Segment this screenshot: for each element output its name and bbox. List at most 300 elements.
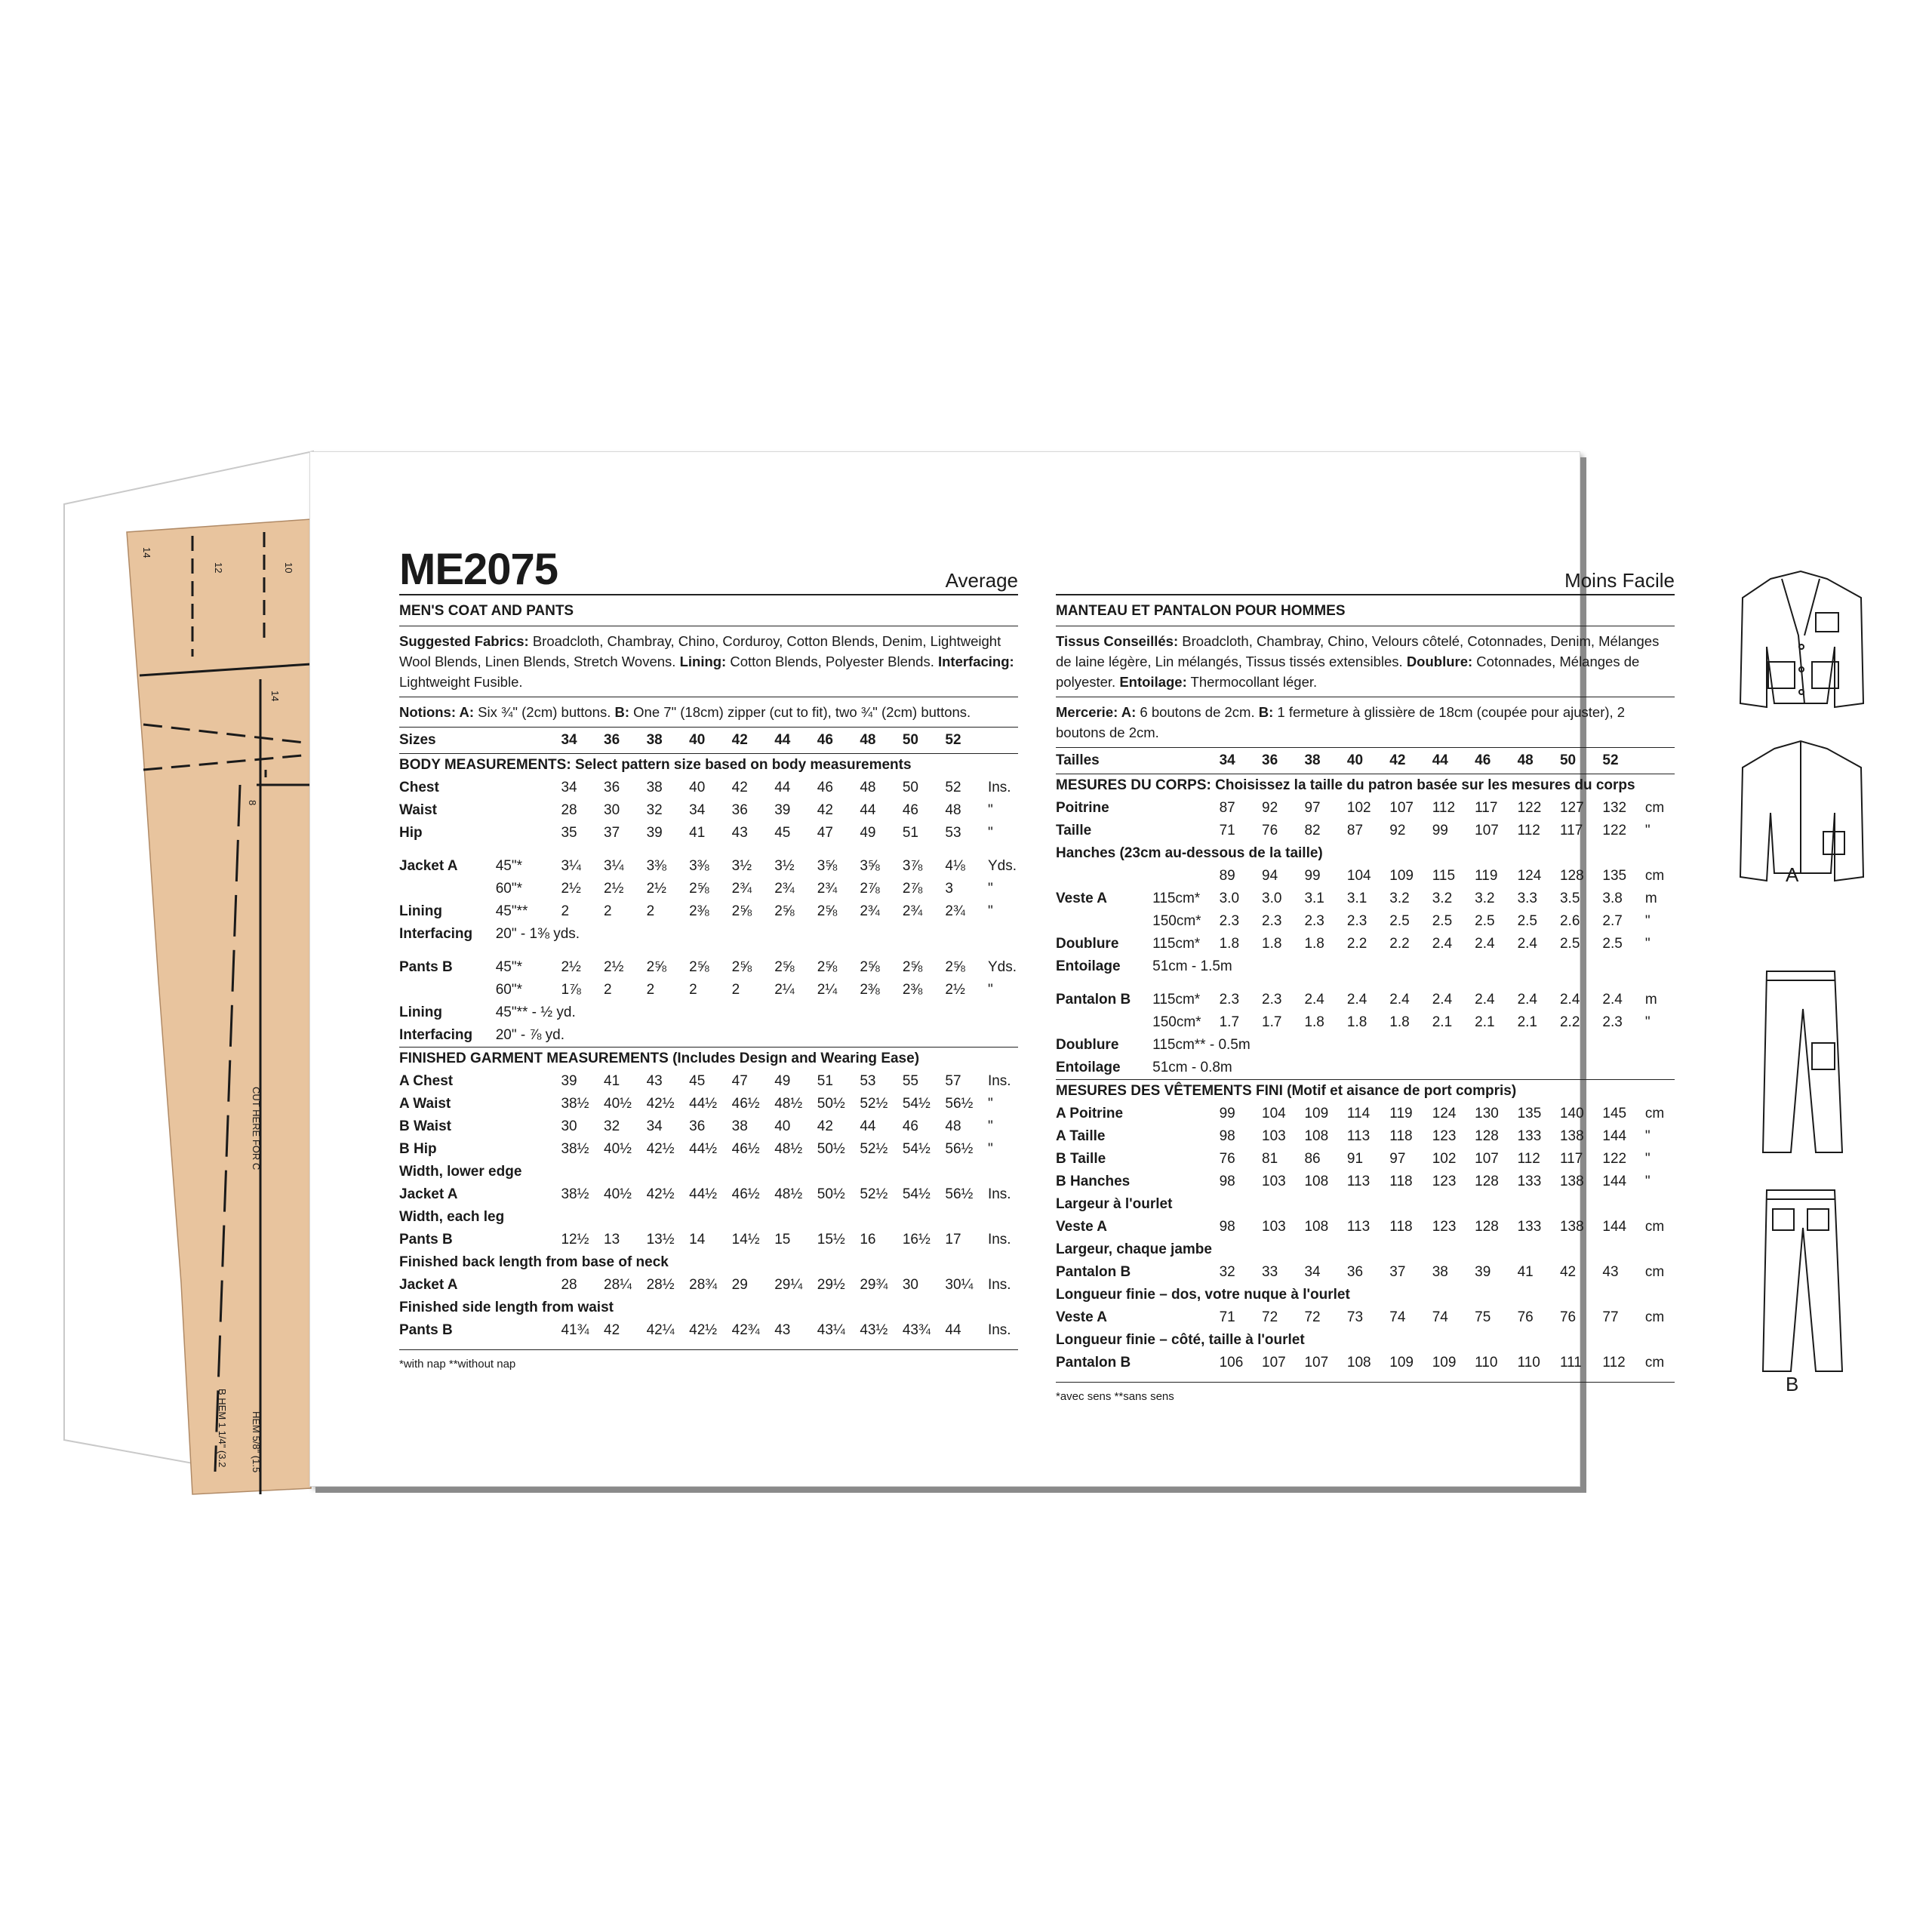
value-cell: 53 [860,1073,876,1089]
tissue-mark-14b: 14 [269,691,281,702]
table-row [1056,955,1675,978]
value-cell: 42½ [646,1096,675,1112]
value-cell: 1.8 [1346,1014,1367,1030]
value-cell: 16½ [902,1232,931,1247]
value-cell: 128 [1475,1174,1499,1189]
value-cell: 107 [1475,1151,1499,1167]
finished-measurements-heading: MESURES DES VÊTEMENTS FINI (Motif et aisance de port compris) [1056,1080,1675,1103]
table-cell: Waist [399,802,437,818]
table-cell [1152,1148,1219,1171]
value-cell: 36 [731,802,748,818]
table-row [1056,1306,1675,1329]
value-cell: 2.5 [1559,936,1580,952]
value-cell: 40 [689,780,706,795]
value-cell: 2.3 [1346,913,1367,929]
value-cell: 108 [1304,1219,1329,1235]
value-cell: 112 [1517,823,1540,838]
table-cell: Poitrine [1056,800,1109,816]
table-row [1056,933,1675,955]
value-cell: 77 [1602,1309,1619,1325]
fabrics-text-fr: Broadcloth, Chambray, Chino, Velours côtelé, Cotonnades, Denim, Mélanges de laine légère, Lin mélangés, Tissus tissés extensibles. [1056,633,1660,669]
tissue-mark-8: 8 [247,800,258,806]
table-cell: " [987,881,993,897]
table-row [399,1138,1018,1161]
table-cell: cm [1644,1309,1665,1325]
value-cell: 98 [1219,1128,1235,1144]
table-cell: " [987,982,993,998]
notions-a-label: A: [456,704,474,720]
size-header: 44 [774,728,817,754]
french-notions [1056,697,1675,748]
size-header: 52 [1602,748,1644,774]
value-cell: 32 [604,1118,620,1134]
value-cell: 3¼ [604,858,624,874]
value-cell: 45 [774,825,791,841]
table-cell [1056,910,1152,933]
value-cell: 49 [860,825,876,841]
value-cell: 2.1 [1517,1014,1537,1030]
value-cell: 34 [646,1118,663,1134]
value-cell: 34 [1304,1264,1321,1280]
table-cell [496,1115,561,1138]
value-cell: 2⅝ [774,903,795,919]
value-cell: 42 [731,780,748,795]
value-cell: 127 [1559,800,1584,816]
value-cell: 43½ [860,1322,888,1338]
value-cell: 17 [945,1232,961,1247]
table-cell: Yds. [987,858,1017,874]
table-cell: Veste A [1056,1219,1107,1235]
table-row [1056,748,1675,774]
english-measurement-table [399,728,1018,1342]
table-cell [496,1229,561,1251]
table-row [1056,989,1675,1011]
jacket-front-sketch [1740,571,1863,707]
value-cell: 46½ [731,1186,760,1202]
value-cell: 135 [1517,1106,1542,1121]
table-row [1056,1080,1675,1103]
value-cell: 38½ [561,1186,589,1202]
value-cell: 104 [1262,1106,1286,1121]
value-cell: 12½ [561,1232,589,1247]
value-cell: 122 [1602,823,1627,838]
table-row [399,1206,1018,1229]
table-row [399,1183,1018,1206]
lining-text: Cotton Blends, Polyester Blends. [726,654,938,669]
value-cell: 41¾ [561,1322,589,1338]
value-cell: 50½ [817,1096,845,1112]
value-cell: 2.5 [1517,913,1537,929]
value-cell: 2 [646,982,655,998]
value-cell: 42½ [646,1141,675,1157]
value-cell: 113 [1346,1128,1371,1144]
table-cell: " [1644,1174,1651,1189]
table-row [1056,1261,1675,1284]
value-cell: 2⅝ [902,959,923,975]
value-cell: 52½ [860,1096,888,1112]
value-cell: 48 [945,802,961,818]
value-cell: 30¼ [945,1277,974,1293]
value-cell: 110 [1517,1355,1540,1371]
value-cell: 119 [1475,868,1498,884]
value-cell: 54½ [902,1141,931,1157]
table-cell: cm [1644,1264,1665,1280]
lining-label-fr: Doublure: [1406,654,1473,669]
value-cell: 41 [604,1073,620,1089]
value-cell: 3 [945,881,953,897]
table-cell [1056,865,1152,888]
french-title: MANTEAU ET PANTALON POUR HOMMES [1056,595,1675,626]
value-cell: 43 [1602,1264,1619,1280]
table-row [1056,820,1675,842]
value-cell: 3⅞ [902,858,923,874]
table-cell: A Taille [1056,1128,1106,1144]
value-cell: 122 [1517,800,1542,816]
table-cell: 115cm* [1152,891,1201,906]
table-cell: Finished side length from waist [399,1300,614,1315]
size-header: 52 [945,728,988,754]
value-cell: 133 [1517,1174,1542,1189]
value-cell: 72 [1304,1309,1321,1325]
value-cell: 107 [1475,823,1499,838]
pattern-envelope-back [309,451,1799,1487]
value-cell: 38 [731,1118,748,1134]
table-row [1056,1011,1675,1034]
value-cell: 2¾ [902,903,923,919]
english-title: MEN'S COAT AND PANTS [399,595,1018,626]
size-header: 40 [1347,748,1389,774]
value-cell: 2 [604,982,612,998]
table-cell: 45"* [495,858,523,874]
table-cell: " [987,802,993,818]
table-row [399,900,1018,923]
value-cell: 75 [1475,1309,1491,1325]
table-cell: Finished back length from base of neck [399,1254,669,1270]
table-cell: Width, lower edge [399,1164,522,1180]
value-cell: 114 [1346,1106,1371,1121]
value-cell: 2⅞ [860,881,880,897]
value-cell: 117 [1559,823,1583,838]
table-row [399,878,1018,900]
finished-measurements-heading: FINISHED GARMENT MEASUREMENTS (Includes Design and Wearing Ease) [399,1048,1018,1071]
value-cell: 43¾ [902,1322,931,1338]
value-cell: 74 [1432,1309,1448,1325]
body-measurements-heading: MESURES DU CORPS: Choisissez la taille du patron basée sur les mesures du corps [1056,777,1635,793]
table-cell [496,822,561,844]
value-cell: 112 [1602,1355,1626,1371]
difficulty-level-fr: Moins Facile [1564,569,1675,592]
value-cell: 3¼ [561,858,581,874]
size-header: 38 [1304,748,1346,774]
size-header: 48 [1518,748,1560,774]
value-cell: 40½ [604,1141,632,1157]
value-cell: 76 [1517,1309,1534,1325]
table-cell: Pantalon B [1056,1264,1131,1280]
value-cell: 29 [731,1277,748,1293]
table-cell: 20" - ⅞ yd. [495,1027,565,1043]
table-row [399,946,1018,956]
value-cell: 36 [1346,1264,1364,1280]
value-cell: 46 [902,1118,918,1134]
value-cell: 2.1 [1475,1014,1495,1030]
value-cell: 44 [860,1118,876,1134]
value-cell: 118 [1389,1174,1413,1189]
table-row [1056,797,1675,820]
value-cell: 2½ [561,881,581,897]
table-cell: " [987,1096,993,1112]
value-cell: 52 [945,780,961,795]
value-cell: 115 [1432,868,1456,884]
table-cell [1152,865,1219,888]
size-header: 42 [1389,748,1432,774]
value-cell: 50½ [817,1186,845,1202]
value-cell: 123 [1432,1128,1457,1144]
value-cell: 72 [1262,1309,1278,1325]
value-cell: 2⅝ [774,959,795,975]
value-cell: 103 [1262,1128,1286,1144]
value-cell: 2.3 [1602,1014,1623,1030]
value-cell: 38½ [561,1141,589,1157]
value-cell: 2 [731,982,740,998]
table-cell: Jacket A [399,858,458,874]
value-cell: 36 [604,780,620,795]
table-cell: Veste A [1056,1309,1107,1325]
value-cell: 52½ [860,1186,888,1202]
value-cell: 118 [1389,1128,1413,1144]
tissue-mark-14a: 14 [141,547,152,558]
value-cell: 92 [1262,800,1278,816]
table-row [1056,888,1675,910]
value-cell: 92 [1389,823,1406,838]
value-cell: 144 [1602,1219,1627,1235]
value-cell: 111 [1559,1355,1582,1371]
table-cell: Ins. [987,780,1011,795]
value-cell: 74 [1389,1309,1406,1325]
value-cell: 3.2 [1432,891,1453,906]
value-cell: 2½ [604,959,624,975]
value-cell: 42 [817,1118,833,1134]
value-cell: 144 [1602,1128,1627,1144]
value-cell: 49 [774,1073,791,1089]
value-cell: 132 [1602,800,1627,816]
value-cell: 46 [902,802,918,818]
value-cell: 112 [1517,1151,1540,1167]
value-cell: 1.8 [1262,936,1282,952]
value-cell: 44½ [689,1186,718,1202]
value-cell: 3.3 [1517,891,1537,906]
table-row [1056,1352,1675,1374]
table-cell: " [1644,1151,1651,1167]
value-cell: 42½ [689,1322,718,1338]
value-cell: 1.8 [1389,1014,1410,1030]
value-cell: 113 [1346,1219,1371,1235]
table-cell: " [1644,1014,1651,1030]
table-row [1056,1329,1675,1352]
table-cell: cm [1644,1355,1665,1371]
table-row [399,1070,1018,1093]
value-cell: 2⅜ [860,982,880,998]
table-cell [1056,978,1675,989]
notions-label: Notions: [399,704,457,720]
sizes-label: Tailles [1056,748,1152,774]
table-cell: " [987,903,993,919]
table-row [399,979,1018,1001]
value-cell: 28½ [646,1277,675,1293]
value-cell: 99 [1432,823,1448,838]
value-cell: 113 [1346,1174,1371,1189]
tissue-b-hem: B HEM 1 1/4" (3.2 [217,1389,228,1468]
value-cell: 29¼ [774,1277,803,1293]
value-cell: 3.0 [1219,891,1240,906]
value-cell: 124 [1432,1106,1457,1121]
value-cell: 56½ [945,1141,974,1157]
value-cell: 33 [1262,1264,1278,1280]
value-cell: 99 [1219,1106,1235,1121]
value-cell: 28¼ [604,1277,632,1293]
sizes-label: Sizes [399,728,496,754]
value-cell: 48½ [774,1141,803,1157]
value-cell: 52½ [860,1141,888,1157]
value-cell: 2⅝ [945,959,965,975]
value-cell: 54½ [902,1186,931,1202]
value-cell: 30 [902,1277,918,1293]
value-cell: 44½ [689,1096,718,1112]
french-header [1056,549,1675,595]
value-cell: 14 [689,1232,706,1247]
value-cell: 44 [774,780,791,795]
table-cell: Interfacing [399,926,473,942]
value-cell: 3½ [774,858,795,874]
value-cell: 3.2 [1389,891,1410,906]
value-cell: 3⅜ [689,858,709,874]
value-cell: 82 [1304,823,1321,838]
value-cell: 51 [902,825,918,841]
table-row [399,1274,1018,1297]
value-cell: 32 [646,802,663,818]
table-cell [1645,748,1675,774]
value-cell: 1.8 [1304,936,1324,952]
value-cell: 140 [1559,1106,1584,1121]
table-row [1056,978,1675,989]
value-cell: 87 [1219,800,1235,816]
value-cell: 73 [1346,1309,1364,1325]
table-cell: Pantalon B [1056,1355,1131,1371]
value-cell: 128 [1559,868,1584,884]
value-cell: 36 [689,1118,706,1134]
table-cell [1152,1306,1219,1329]
value-cell: 56½ [945,1186,974,1202]
value-cell: 103 [1262,1174,1286,1189]
value-cell: 2.4 [1304,992,1324,1008]
table-cell: B Hip [399,1141,437,1157]
value-cell: 46 [817,780,833,795]
table-row [399,1001,1018,1024]
table-cell: Hanches (23cm au-dessous de la taille) [1056,845,1323,861]
value-cell: 123 [1432,1174,1457,1189]
size-header: 46 [817,728,860,754]
value-cell: 118 [1389,1219,1413,1235]
table-cell: Lining [399,1004,442,1020]
value-cell: 133 [1517,1128,1542,1144]
table-cell [1152,748,1219,774]
table-cell [399,979,496,1001]
table-row [399,844,1018,855]
table-cell [399,878,496,900]
value-cell: 54½ [902,1096,931,1112]
value-cell: 14½ [731,1232,760,1247]
value-cell: 2⅝ [731,959,752,975]
value-cell: 38 [646,780,663,795]
value-cell: 55 [902,1073,918,1089]
table-row [1056,910,1675,933]
table-cell [496,1319,561,1342]
value-cell: 81 [1262,1151,1278,1167]
pants-back-sketch [1763,1190,1842,1371]
table-cell [399,844,1018,855]
value-cell: 1.8 [1304,1014,1324,1030]
value-cell: 108 [1304,1174,1329,1189]
value-cell: 29½ [817,1277,845,1293]
table-cell: cm [1644,800,1665,816]
value-cell: 2¾ [817,881,838,897]
value-cell: 2.5 [1389,913,1410,929]
value-cell: 123 [1432,1219,1457,1235]
fabrics-label: Suggested Fabrics: [399,633,529,649]
value-cell: 28 [561,1277,577,1293]
table-cell: 51cm - 1.5m [1152,958,1232,974]
table-cell: Veste A [1056,891,1107,906]
table-cell: 20" - 1⅜ yds. [495,926,580,942]
french-fabrics [1056,626,1675,697]
value-cell: 42½ [646,1186,675,1202]
value-cell: 2.4 [1432,992,1453,1008]
value-cell: 108 [1304,1128,1329,1144]
value-cell: 45 [689,1073,706,1089]
value-cell: 51 [817,1073,833,1089]
table-cell [399,946,1018,956]
table-cell: 150cm* [1152,1014,1201,1030]
table-cell [1152,797,1219,820]
table-cell: " [1644,913,1651,929]
value-cell: 43 [646,1073,663,1089]
value-cell: 138 [1559,1219,1584,1235]
size-header: 50 [903,728,946,754]
value-cell: 71 [1219,1309,1235,1325]
table-row [399,1024,1018,1048]
table-cell: Ins. [987,1073,1011,1089]
table-cell: 115cm* [1152,992,1201,1008]
value-cell: 91 [1346,1151,1364,1167]
value-cell: 76 [1559,1309,1577,1325]
value-cell: 2⅝ [817,959,838,975]
table-cell: Lining [399,903,442,919]
value-cell: 2.5 [1602,936,1623,952]
value-cell: 28 [561,802,577,818]
table-cell: Largeur, chaque jambe [1056,1241,1212,1257]
value-cell: 1.7 [1262,1014,1282,1030]
value-cell: 109 [1432,1355,1457,1371]
table-cell: 60"* [495,982,523,998]
value-cell: 138 [1559,1128,1584,1144]
value-cell: 109 [1304,1106,1329,1121]
value-cell: 2 [646,903,655,919]
value-cell: 43 [774,1322,791,1338]
table-cell: A Chest [399,1073,454,1089]
value-cell: 2¾ [860,903,880,919]
value-cell: 3.0 [1262,891,1282,906]
value-cell: 2.4 [1389,992,1410,1008]
value-cell: 44 [860,802,876,818]
